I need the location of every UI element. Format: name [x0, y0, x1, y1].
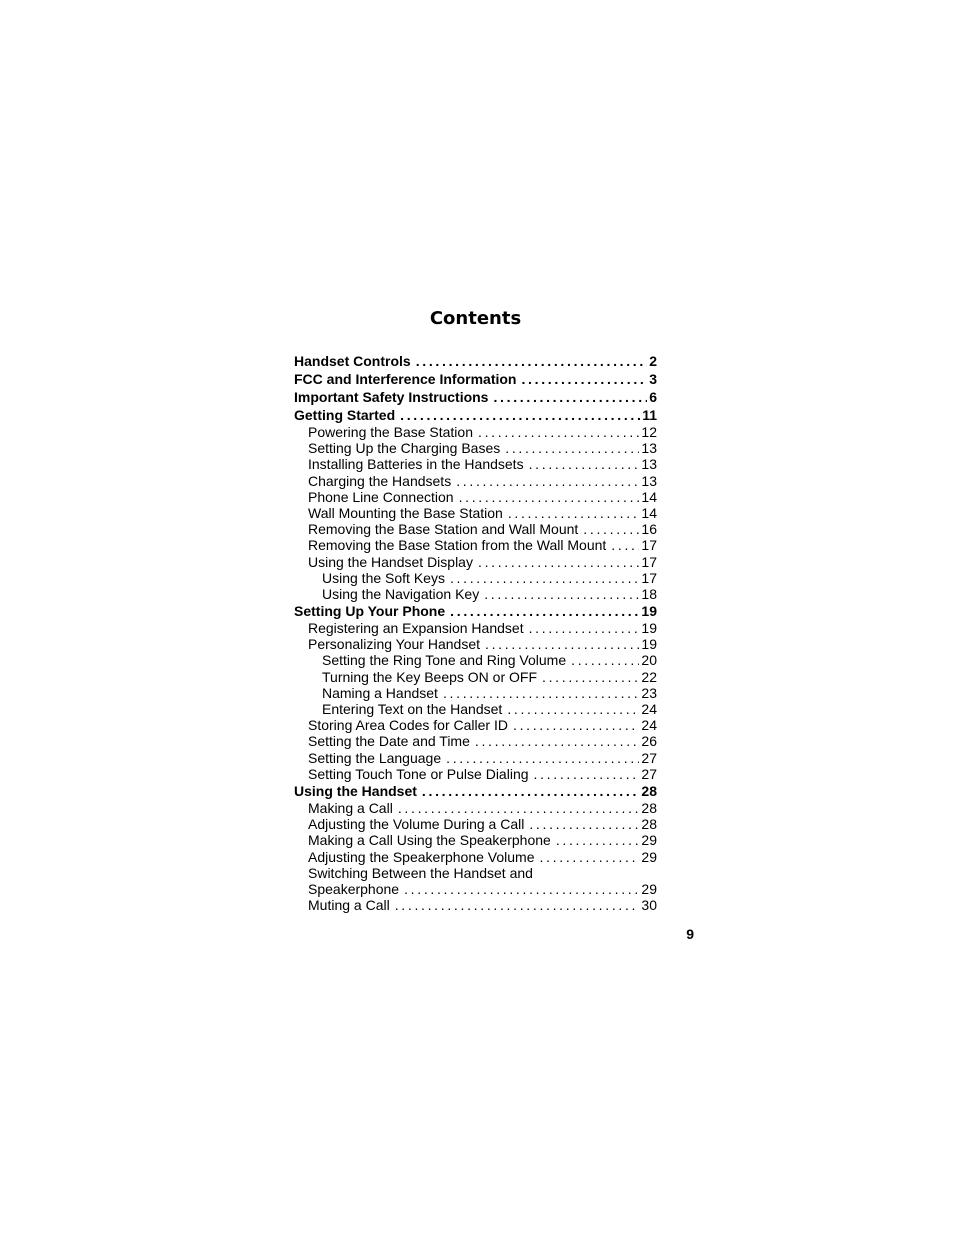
toc-entry-page: 26	[641, 733, 657, 750]
toc-entry	[294, 701, 657, 717]
toc-entry-page: 19	[641, 636, 657, 653]
toc-leader-dots	[529, 456, 640, 472]
toc-entry-page: 24	[641, 717, 657, 734]
toc-entry-page: 17	[641, 553, 657, 570]
toc-entry-label: Adjusting the Volume During a Call	[308, 816, 525, 833]
toc-entry-label: Wall Mounting the Base Station	[308, 504, 503, 521]
toc-leader-dots	[484, 586, 639, 602]
toc-entry-page: 29	[641, 880, 657, 897]
toc-entry-page: 20	[641, 652, 657, 669]
toc-entry-page: 6	[649, 389, 657, 405]
toc-entry-page: 29	[641, 848, 657, 865]
toc-leader-dots	[456, 473, 639, 489]
toc-leader-dots	[542, 669, 639, 685]
toc-entry	[294, 521, 657, 537]
toc-entry-label: Setting Up Your Phone	[294, 603, 446, 620]
toc-entry	[294, 505, 657, 521]
table-of-contents	[294, 352, 657, 913]
toc-entry-page: 28	[641, 799, 657, 816]
toc-entry-label: Making a Call	[308, 799, 393, 816]
toc-entry-page: 24	[641, 701, 657, 717]
toc-leader-dots	[450, 602, 639, 620]
toc-entry-page: 13	[641, 440, 657, 457]
toc-entry-label: Making a Call Using the Speakerphone	[308, 832, 551, 849]
toc-entry-label: Speakerphone	[308, 880, 400, 897]
toc-entry-page: 18	[641, 585, 657, 602]
toc-leader-dots	[404, 881, 639, 897]
toc-entry	[294, 388, 657, 406]
toc-entry	[294, 440, 657, 456]
toc-entry-page: 11	[642, 407, 657, 423]
toc-entry	[294, 352, 657, 370]
toc-entry-page: 14	[641, 504, 657, 521]
toc-entry	[294, 473, 657, 489]
toc-leader-dots	[513, 717, 639, 733]
toc-leader-dots	[422, 782, 640, 800]
toc-leader-dots	[507, 701, 639, 717]
toc-entry	[294, 832, 657, 848]
toc-entry-label: Naming a Handset	[322, 684, 438, 701]
toc-leader-dots	[395, 897, 640, 913]
toc-entry-label: Removing the Base Station from the Wall Mount	[308, 537, 607, 554]
toc-entry-page: 2	[649, 353, 657, 369]
toc-entry-label: Using the Handset Display	[308, 553, 473, 570]
toc-entry-label: Registering an Expansion Handset	[308, 620, 524, 637]
toc-entry-page: 23	[641, 684, 657, 701]
toc-leader-dots	[505, 440, 639, 456]
toc-leader-dots	[446, 750, 639, 766]
toc-leader-dots	[416, 352, 648, 370]
toc-leader-dots	[556, 832, 640, 848]
toc-entry-label: Adjusting the Speakerphone Volume	[308, 848, 535, 865]
toc-entry-label: Setting Touch Tone or Pulse Dialing	[308, 765, 529, 782]
toc-entry-page: 17	[641, 569, 657, 586]
toc-entry	[294, 602, 657, 620]
toc-entry-page: 19	[641, 603, 657, 620]
page-title: Contents	[429, 308, 522, 329]
page-number: 9	[686, 926, 694, 942]
toc-entry-label: Using the Navigation Key	[322, 585, 480, 602]
toc-leader-dots	[534, 766, 640, 782]
toc-entry	[294, 570, 657, 586]
toc-entry-page: 14	[641, 488, 657, 505]
toc-entry-page: 29	[641, 832, 657, 849]
toc-entry	[294, 424, 657, 440]
toc-entry	[294, 800, 657, 816]
toc-entry	[294, 406, 657, 424]
toc-leader-dots	[475, 733, 640, 749]
toc-entry-page: 3	[649, 371, 657, 387]
toc-entry-label: Using the Handset	[294, 782, 417, 799]
toc-entry	[294, 816, 657, 832]
toc-entry-page: 13	[641, 472, 657, 489]
toc-entry	[294, 733, 657, 749]
toc-entry	[294, 370, 657, 388]
toc-entry-page: 12	[641, 424, 657, 440]
toc-entry-page: 27	[641, 765, 657, 782]
toc-entry-label: Setting Up the Charging Bases	[308, 440, 501, 457]
toc-entry-label: Removing the Base Station and Wall Mount	[308, 521, 579, 538]
toc-leader-dots	[611, 537, 639, 553]
toc-entry	[294, 897, 657, 913]
toc-entry-label: Charging the Handsets	[308, 472, 452, 489]
toc-entry	[294, 456, 657, 472]
toc-leader-dots	[485, 636, 639, 652]
toc-entry-label: FCC and Interference Information	[294, 371, 517, 387]
toc-entry	[294, 554, 657, 570]
toc-leader-dots	[529, 816, 639, 832]
toc-entry	[294, 652, 657, 668]
toc-entry	[294, 636, 657, 652]
toc-entry-label: Muting a Call	[308, 897, 390, 914]
toc-entry-page: 28	[641, 782, 657, 799]
toc-entry-page: 17	[641, 537, 657, 554]
toc-entry	[294, 669, 657, 685]
toc-entry	[294, 620, 657, 636]
toc-leader-dots	[583, 521, 639, 537]
toc-entry	[294, 766, 657, 782]
toc-entry	[294, 782, 657, 800]
toc-entry-label: Setting the Language	[308, 749, 442, 766]
toc-entry-label: Setting the Date and Time	[308, 733, 470, 750]
toc-entry-label: Phone Line Connection	[308, 488, 454, 505]
toc-entry	[294, 586, 657, 602]
toc-leader-dots	[459, 489, 640, 505]
toc-entry-label: Handset Controls	[294, 353, 411, 369]
toc-leader-dots	[540, 849, 640, 865]
toc-entry-page: 27	[641, 749, 657, 766]
toc-entry	[294, 537, 657, 553]
toc-leader-dots	[529, 620, 640, 636]
toc-leader-dots	[398, 800, 640, 816]
toc-entry	[294, 849, 657, 865]
toc-entry-page: 13	[641, 456, 657, 473]
toc-entry-label: Storing Area Codes for Caller ID	[308, 717, 508, 734]
toc-entry-page: 22	[641, 668, 657, 685]
toc-leader-dots	[493, 388, 647, 406]
toc-entry-page: 19	[641, 620, 657, 637]
toc-entry-page: 28	[641, 816, 657, 833]
toc-entry	[294, 717, 657, 733]
toc-leader-dots	[508, 505, 640, 521]
toc-entry-label: Personalizing Your Handset	[308, 636, 481, 653]
toc-entry	[294, 881, 657, 897]
toc-entry-label: Installing Batteries in the Handsets	[308, 456, 524, 473]
toc-leader-dots	[478, 424, 639, 440]
toc-leader-dots	[521, 370, 647, 388]
toc-entry-label: Powering the Base Station	[308, 424, 473, 440]
toc-leader-dots	[450, 570, 639, 586]
toc-leader-dots	[443, 685, 639, 701]
toc-entry	[294, 685, 657, 701]
toc-entry-label: Setting the Ring Tone and Ring Volume	[322, 652, 567, 669]
toc-entry-label: Switching Between the Handset and	[308, 864, 533, 881]
toc-leader-dots	[400, 406, 640, 424]
toc-entry-label: Getting Started	[294, 407, 396, 423]
toc-entry-label: Important Safety Instructions	[294, 389, 489, 405]
toc-entry	[294, 865, 657, 881]
toc-entry-label: Using the Soft Keys	[322, 569, 445, 586]
toc-entry-page: 30	[641, 897, 657, 914]
toc-entry-label: Entering Text on the Handset	[322, 701, 503, 717]
toc-entry	[294, 750, 657, 766]
toc-entry-label: Turning the Key Beeps ON or OFF	[322, 668, 538, 685]
toc-entry	[294, 489, 657, 505]
toc-leader-dots	[571, 652, 639, 668]
toc-entry-page: 16	[641, 521, 657, 538]
toc-leader-dots	[478, 554, 639, 570]
